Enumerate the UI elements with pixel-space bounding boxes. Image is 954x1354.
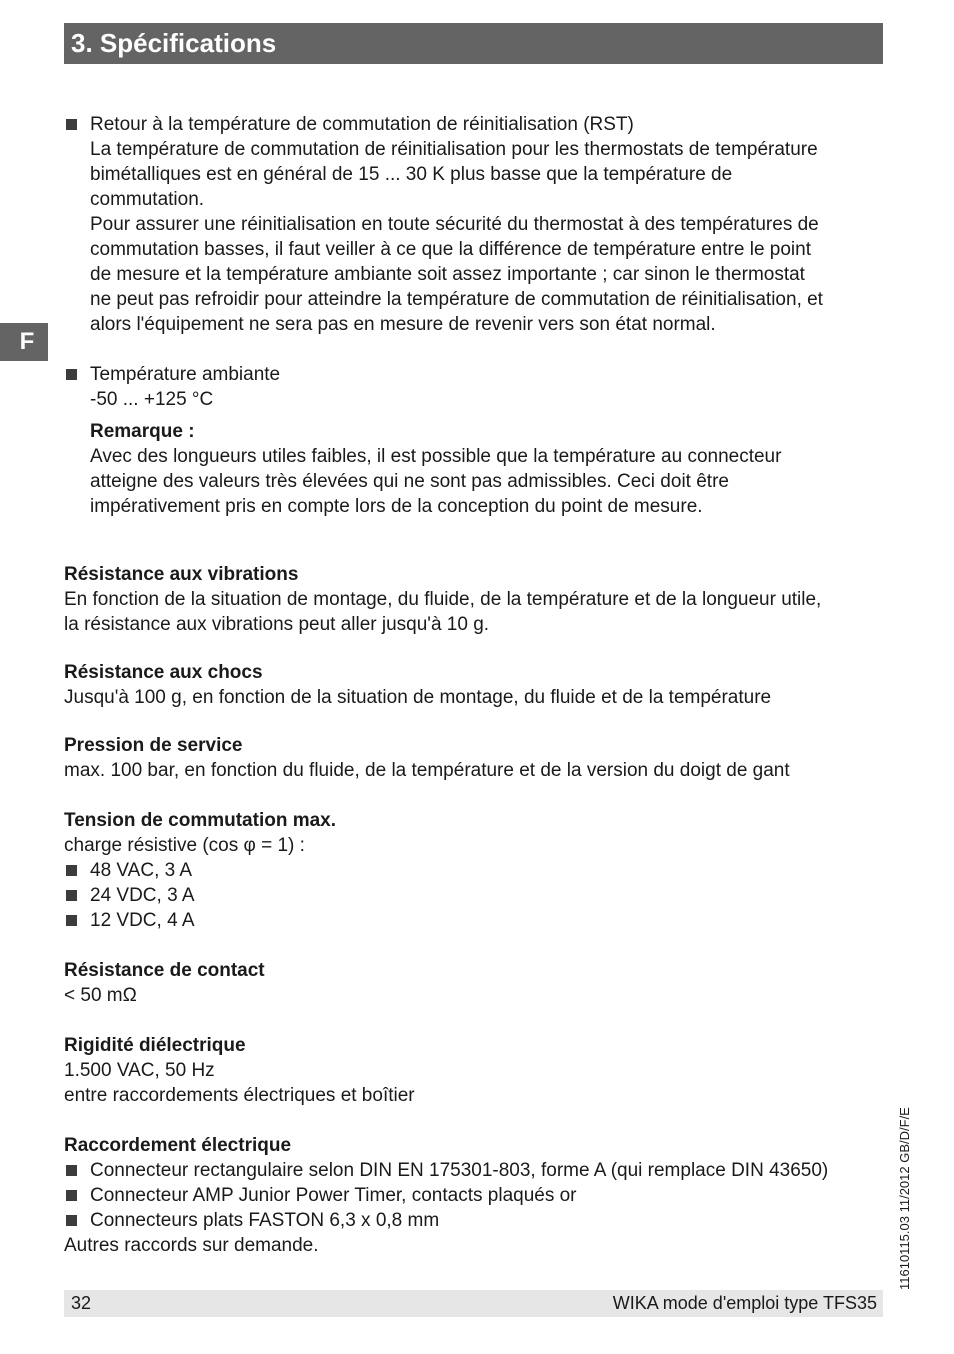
electrical-item: Connecteurs plats FASTON 6,3 x 0,8 mm [90,1210,440,1231]
shock-heading: Résistance aux chocs [64,662,263,683]
bullet-item-ambient [64,362,894,519]
rst-text-line: commutation. [90,189,205,210]
dielectric-line: entre raccordements électriques et boîtier [64,1085,415,1106]
voltage-item: 12 VDC, 4 A [90,910,195,931]
ambient-title: Température ambiante [90,364,281,385]
list-item [64,883,894,908]
pressure-heading: Pression de service [64,735,243,756]
electrical-heading: Raccordement électrique [64,1135,292,1156]
dielectric-heading: Rigidité diélectrique [64,1035,246,1056]
square-bullet-icon [66,1165,77,1176]
shock-text: Jusqu'à 100 g, en fonction de la situation de montage, du fluide et de la température [64,687,772,708]
note-line: Avec des longueurs utiles faibles, il est possible que la température au connecteur [90,446,782,467]
square-bullet-icon [66,890,77,901]
pressure-text: max. 100 bar, en fonction du fluide, de la température et de la version du doigt de gant [64,760,790,781]
rst-text-line: Pour assurer une réinitialisation en toute sécurité du thermostat à des températures de [90,214,819,235]
vibration-line: la résistance aux vibrations peut aller jusqu'à 10 g. [64,614,490,635]
rst-text-line: alors l'équipement ne sera pas en mesure de revenir vers son état normal. [90,314,716,335]
section-pressure [64,733,894,783]
contact-heading: Résistance de contact [64,960,265,981]
voltage-item: 24 VDC, 3 A [90,885,195,906]
ambient-value: -50 ... +125 °C [90,389,214,410]
rst-text-line: bimétalliques est en général de 15 ... 30 K plus basse que la température de [90,164,733,185]
list-item [64,1158,894,1183]
section-vibration [64,562,894,637]
list-item [64,1208,894,1233]
list-item [64,908,894,933]
section-voltage [64,808,894,933]
electrical-item: Connecteur rectangulaire selon DIN EN 175301-803, forme A (qui remplace DIN 43650) [90,1160,829,1181]
section-title: 3. Spécifications [71,28,277,58]
rst-text-line: La température de commutation de réinitialisation pour les thermostats de température [90,139,818,160]
electrical-footer-text: Autres raccords sur demande. [64,1235,319,1256]
dielectric-line: 1.500 VAC, 50 Hz [64,1060,215,1081]
section-shock [64,660,894,710]
bullet-item-rst [64,112,894,337]
section-contact [64,958,894,1008]
note-label: Remarque : [90,421,195,442]
page-number: 32 [71,1293,92,1313]
document-title: WIKA mode d'emploi type TFS35 [612,1293,877,1313]
page-footer [64,1290,883,1317]
section-title-bar [64,23,883,64]
electrical-item: Connecteur AMP Junior Power Timer, contacts plaqués or [90,1185,577,1206]
rst-text-line: commutation basses, il faut veiller à ce que la différence de température entre le point [90,239,811,260]
vibration-line: En fonction de la situation de montage, du fluide, de la température et de la longueur utile, [64,589,822,610]
square-bullet-icon [66,119,77,130]
voltage-intro: charge résistive (cos φ = 1) : [64,835,305,856]
square-bullet-icon [66,865,77,876]
list-item [64,858,894,883]
page-content [64,112,894,1258]
square-bullet-icon [66,1215,77,1226]
section-electrical [64,1133,894,1258]
voltage-item: 48 VAC, 3 A [90,860,193,881]
note-line: impérativement pris en compte lors de la conception du point de mesure. [90,496,703,517]
document-code: 11610115.03 11/2012 GB/D/F/E [897,1107,912,1290]
voltage-heading: Tension de commutation max. [64,810,337,831]
vibration-heading: Résistance aux vibrations [64,564,299,585]
list-item [64,1183,894,1208]
contact-text: < 50 mΩ [64,985,137,1006]
rst-title: Retour à la température de commutation de réinitialisation (RST) [90,114,634,135]
language-tab: F [0,323,48,361]
rst-text-line: ne peut pas refroidir pour atteindre la température de commutation de réinitialisation, et [90,289,823,310]
section-dielectric [64,1033,894,1108]
square-bullet-icon [66,1190,77,1201]
square-bullet-icon [66,369,77,380]
square-bullet-icon [66,915,77,926]
note-line: atteigne des valeurs très élevées qui ne sont pas admissibles. Ceci doit être [90,471,729,492]
rst-text-line: de mesure et la température ambiante soit assez importante ; car sinon le thermostat [90,264,805,285]
